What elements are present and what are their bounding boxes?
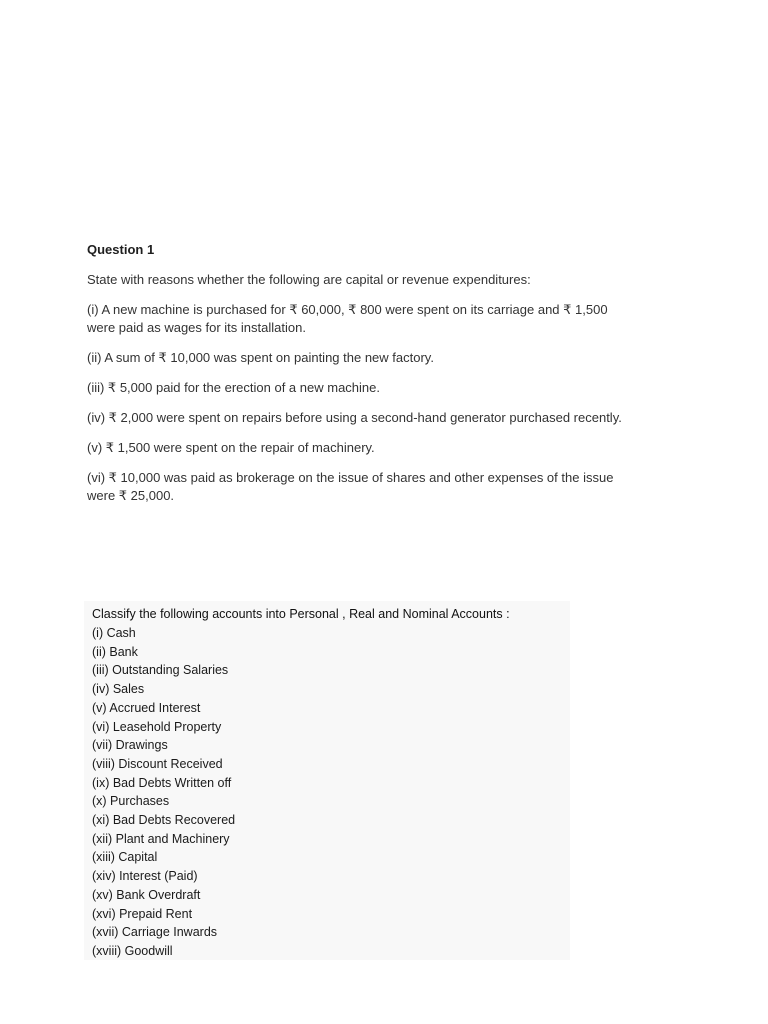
account-item: (xvi) Prepaid Rent xyxy=(92,906,193,921)
account-item: (viii) Discount Received xyxy=(92,756,223,771)
classify-accounts-box xyxy=(84,601,570,960)
account-item: (i) Cash xyxy=(92,626,136,640)
question-item: (ii) A sum of ₹ 10,000 was spent on painting the new factory. xyxy=(87,350,434,365)
account-item: (iii) Outstanding Salaries xyxy=(92,663,229,678)
question-item: (i) A new machine is purchased for ₹ 60,000, ₹ 800 were spent on its carriage and ₹ 1,500 were paid as wages for its installation. xyxy=(87,302,608,335)
account-item: (x) Purchases xyxy=(92,794,170,809)
account-item: (xvii) Carriage Inwards xyxy=(92,925,218,940)
account-item: (vii) Drawings xyxy=(92,738,168,753)
account-item: (ii) Bank xyxy=(92,644,138,659)
question-title: Question 1 xyxy=(87,242,155,257)
account-item: (xviii) Goodwill xyxy=(92,943,173,958)
account-item: (vi) Leasehold Property xyxy=(92,719,222,734)
account-item: (iv) Sales xyxy=(92,682,145,697)
question-intro: State with reasons whether the following are capital or revenue expenditures: xyxy=(87,272,531,287)
account-item: (xiv) Interest (Paid) xyxy=(92,869,198,884)
account-item: (xi) Bad Debts Recovered xyxy=(92,813,236,828)
account-item: (ix) Bad Debts Written off xyxy=(92,775,232,790)
question-item: (iii) ₹ 5,000 paid for the erection of a new machine. xyxy=(87,380,380,395)
question-items xyxy=(87,301,632,505)
question-item: (vi) ₹ 10,000 was paid as brokerage on the issue of shares and other expenses of the issue were ₹ 25,000. xyxy=(87,470,614,503)
question-item: (v) ₹ 1,500 were spent on the repair of machinery. xyxy=(87,440,375,455)
account-item: (v) Accrued Interest xyxy=(92,700,201,715)
classify-heading: Classify the following accounts into Personal , Real and Nominal Accounts : xyxy=(92,607,510,621)
account-item: (xv) Bank Overdraft xyxy=(92,887,201,902)
account-item: (xiii) Capital xyxy=(92,850,158,865)
question-section xyxy=(87,240,632,505)
account-item: (xii) Plant and Machinery xyxy=(92,831,230,846)
accounts-list xyxy=(92,624,570,961)
question-item: (iv) ₹ 2,000 were spent on repairs before using a second-hand generator purchased recently. xyxy=(87,410,622,425)
